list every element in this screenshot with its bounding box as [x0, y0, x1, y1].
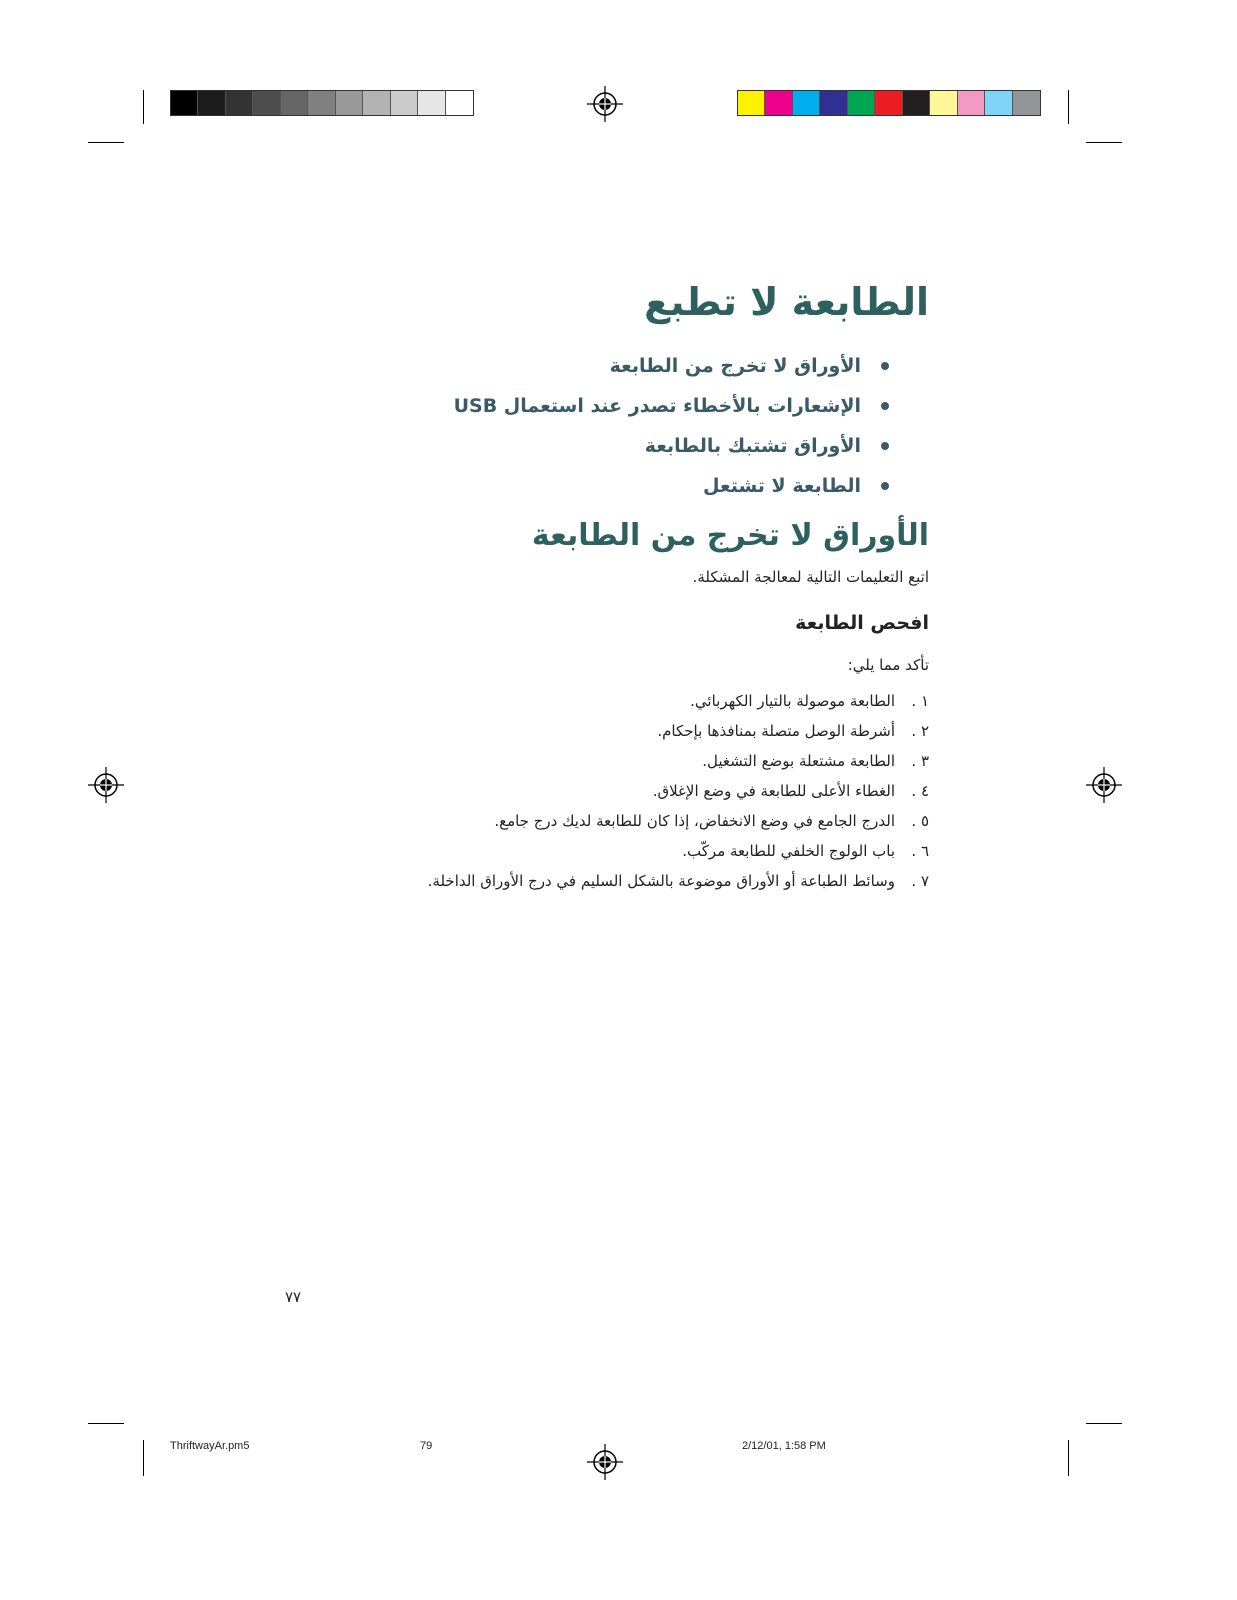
list-item: [428, 806, 929, 836]
color-swatch: [848, 91, 875, 115]
list-item-label: الإشعارات بالأخطاء تصدر عند استعمال USB: [453, 395, 861, 417]
list-item: [428, 866, 929, 896]
crop-mark: [88, 1423, 124, 1424]
step-text: الطابعة موصولة بالتيار الكهربائي.: [690, 692, 895, 710]
topic-list: [454, 346, 889, 506]
color-swatch: [958, 91, 985, 115]
list-item-label: الطابعة لا تشتعل: [703, 475, 861, 497]
step-number: ٢ .: [911, 722, 929, 740]
bullet-icon: [881, 482, 889, 490]
step-text: الطابعة مشتعلة بوضع التشغيل.: [702, 752, 895, 770]
color-swatch: [765, 91, 792, 115]
step-text: الغطاء الأعلى للطابعة في وضع الإغلاق.: [652, 782, 895, 800]
checklist: [428, 686, 929, 896]
color-swatch: [446, 91, 473, 115]
color-swatch: [198, 91, 225, 115]
section-title: الأوراق لا تخرج من الطابعة: [531, 518, 929, 553]
registration-mark-icon: [587, 86, 623, 122]
step-number: ٦ .: [911, 842, 929, 860]
footer-filename: ThriftwayAr.pm5: [170, 1440, 250, 1452]
list-item: [428, 836, 929, 866]
bullet-icon: [881, 402, 889, 410]
list-item: [428, 746, 929, 776]
bullet-icon: [881, 362, 889, 370]
step-text: أشرطة الوصل متصلة بمنافذها بإحكام.: [657, 722, 895, 740]
step-number: ٣ .: [911, 752, 929, 770]
step-number: ٤ .: [911, 782, 929, 800]
page-number: ٧٧: [285, 1288, 302, 1306]
list-item: [428, 716, 929, 746]
registration-mark-icon: [587, 1444, 623, 1480]
registration-mark-icon: [1086, 767, 1122, 803]
step-number: ١ .: [911, 692, 929, 710]
crop-mark: [1068, 90, 1069, 124]
color-swatch: [738, 91, 765, 115]
color-swatch: [930, 91, 957, 115]
crop-mark: [1068, 1440, 1069, 1476]
color-swatch: [171, 91, 198, 115]
crop-mark: [143, 90, 144, 124]
color-swatch: [793, 91, 820, 115]
step-text: باب الولوج الخلفي للطابعة مركّب.: [682, 842, 895, 860]
grayscale-color-bar: [170, 90, 474, 116]
page-title: الطابعة لا تطبع: [644, 280, 929, 324]
list-item: [454, 466, 889, 506]
footer-timestamp: 2/12/01, 1:58 PM: [742, 1440, 826, 1452]
list-item-label: الأوراق تشتبك بالطابعة: [644, 435, 861, 457]
intro-text: اتبع التعليمات التالية لمعالجة المشكلة.: [692, 568, 929, 586]
registration-mark-icon: [88, 767, 124, 803]
lead-text: تأكد مما يلي:: [847, 656, 929, 674]
footer-page: 79: [420, 1440, 433, 1452]
step-number: ٥ .: [911, 812, 929, 830]
process-color-bar: [737, 90, 1041, 116]
color-swatch: [875, 91, 902, 115]
list-item-label: الأوراق لا تخرج من الطابعة: [609, 355, 861, 377]
color-swatch: [820, 91, 847, 115]
color-swatch: [1013, 91, 1040, 115]
crop-mark: [143, 1440, 144, 1476]
color-swatch: [281, 91, 308, 115]
list-item: [428, 776, 929, 806]
color-swatch: [903, 91, 930, 115]
color-swatch: [226, 91, 253, 115]
color-swatch: [363, 91, 390, 115]
crop-mark: [88, 142, 124, 143]
color-swatch: [308, 91, 335, 115]
color-swatch: [253, 91, 280, 115]
crop-mark: [1086, 142, 1122, 143]
bullet-icon: [881, 442, 889, 450]
color-swatch: [391, 91, 418, 115]
list-item: [454, 346, 889, 386]
step-text: وسائط الطباعة أو الأوراق موضوعة بالشكل السليم في درج الأوراق الداخلة.: [427, 872, 895, 890]
step-text: الدرج الجامع في وضع الانخفاض، إذا كان للطابعة لديك درج جامع.: [494, 812, 895, 830]
list-item: [454, 426, 889, 466]
color-swatch: [985, 91, 1012, 115]
color-swatch: [336, 91, 363, 115]
step-number: ٧ .: [911, 872, 929, 890]
crop-mark: [1086, 1423, 1122, 1424]
subheading: افحص الطابعة: [795, 612, 929, 634]
color-swatch: [418, 91, 445, 115]
list-item: [428, 686, 929, 716]
list-item: [454, 386, 889, 426]
